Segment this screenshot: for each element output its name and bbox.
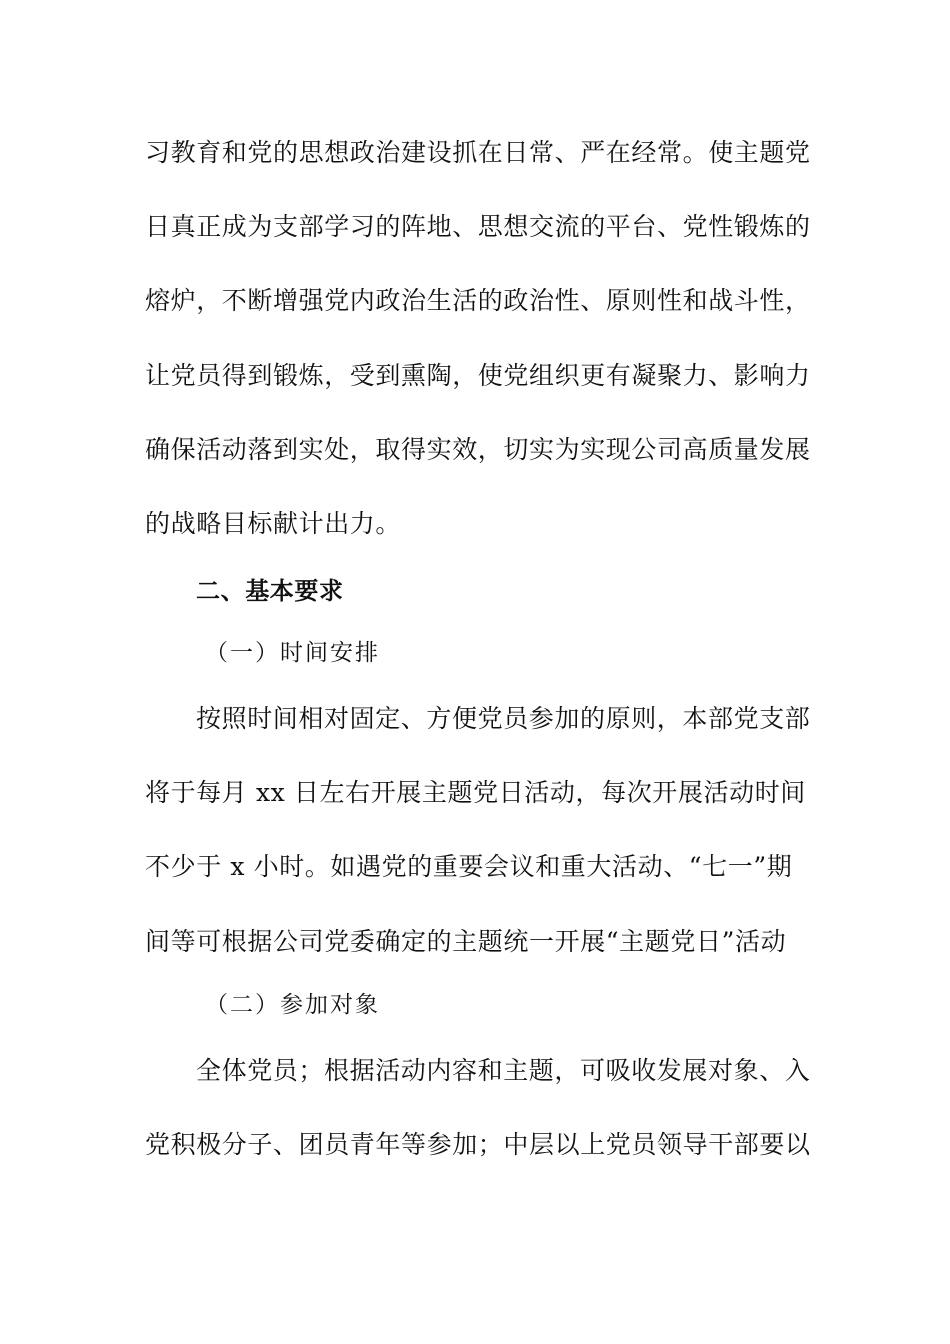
- paragraph-line: 将于每月 xx 日左右开展主题党日活动，每次开展活动时间: [145, 778, 806, 807]
- paragraph-line: 间等可根据公司党委确定的主题统一开展“主题党日”活动: [145, 927, 787, 956]
- paragraph-line: 熔炉，不断增强党内政治生活的政治性、原则性和战斗性，: [145, 286, 811, 315]
- paragraph-line: 按照时间相对固定、方便党员参加的原则，本部党支部: [196, 704, 811, 733]
- subsection-heading-participants: （二）参加对象: [205, 992, 380, 1018]
- paragraph-line: 的战略目标献计出力。: [145, 509, 402, 538]
- paragraph-line: 党积极分子、团员青年等参加；中层以上党员领导干部要以: [145, 1130, 811, 1159]
- paragraph-line: 全体党员；根据活动内容和主题，可吸收发展对象、入: [196, 1056, 811, 1085]
- paragraph-line: 日真正成为支部学习的阵地、思想交流的平台、党性锻炼的: [145, 212, 811, 241]
- section-heading: 二、基本要求: [196, 577, 344, 605]
- paragraph-line: 不少于 x 小时。如遇党的重要会议和重大活动、“七一”期: [145, 852, 793, 881]
- paragraph-line: 确保活动落到实处，取得实效，切实为实现公司高质量发展: [145, 435, 811, 464]
- subsection-heading-time: （一）时间安排: [205, 640, 380, 666]
- paragraph-line: 习教育和党的思想政治建设抓在日常、严在经常。使主题党: [145, 138, 811, 167]
- paragraph-line: 让党员得到锻炼，受到熏陶，使党组织更有凝聚力、影响力: [145, 361, 811, 390]
